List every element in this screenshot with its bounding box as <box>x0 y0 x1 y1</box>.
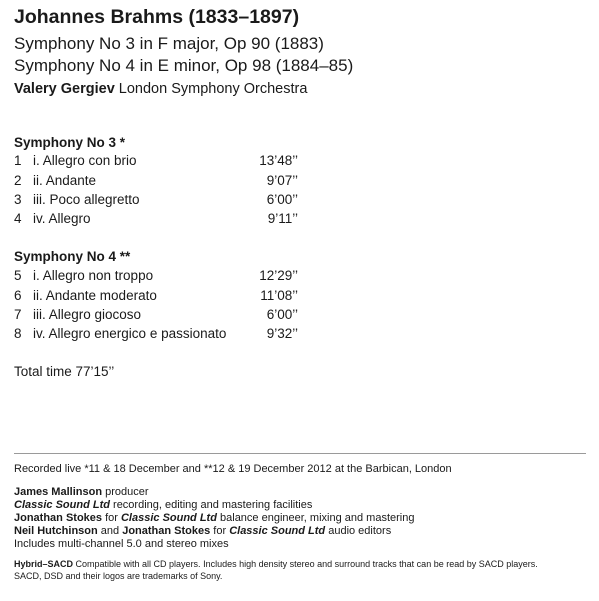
track-duration: 6’00’’ <box>266 307 298 322</box>
divider-rule <box>14 453 586 454</box>
track-title: iii. Poco allegretto <box>33 192 140 207</box>
track-number: 5 <box>14 268 22 283</box>
symphony-4-heading: Symphony No 4 ** <box>14 249 131 264</box>
track-title: ii. Andante moderato <box>33 288 157 303</box>
orchestra-name: London Symphony Orchestra <box>118 81 308 97</box>
work-title-symphony-4: Symphony No 4 in E minor, Op 98 (1884–85) <box>14 56 354 75</box>
credit-role: producer <box>102 486 149 498</box>
track-row <box>0 305 599 325</box>
track-title: iii. Allegro giocoso <box>33 307 142 322</box>
credit-name: Neil Hutchinson <box>14 525 98 537</box>
track-number: 3 <box>14 192 22 207</box>
credit-connector: and <box>97 525 123 537</box>
track-duration: 12’29’’ <box>259 268 298 283</box>
track-row <box>0 151 599 171</box>
credit-role: balance engineer, mixing and mastering <box>216 512 415 524</box>
track-number: 8 <box>14 326 22 341</box>
track-title: iv. Allegro energico e passionato <box>33 326 227 341</box>
track-duration: 9’07’’ <box>266 173 298 188</box>
credit-name: Jonathan Stokes <box>122 525 211 537</box>
credit-role: audio editors <box>325 525 392 537</box>
credit-connector: for <box>102 512 121 524</box>
sacd-label: Hybrid–SACD <box>14 559 74 569</box>
credit-producer <box>14 486 149 499</box>
sacd-text: Compatible with all CD players. Includes high density stereo and surround tracks that can be read by SACD players. <box>73 559 538 569</box>
track-number: 7 <box>14 307 22 322</box>
conductor-name: Valery Gergiev <box>14 81 115 97</box>
track-row <box>0 266 599 286</box>
credit-company: Classic Sound Ltd <box>14 499 110 511</box>
trademark-note: SACD, DSD and their logos are trademarks of Sony. <box>14 571 223 581</box>
track-row <box>0 209 599 229</box>
multichannel-note: Includes multi-channel 5.0 and stereo mixes <box>14 538 229 550</box>
symphony-3-heading: Symphony No 3 * <box>14 135 126 150</box>
credit-engineer <box>14 512 414 525</box>
credit-editors <box>14 525 391 538</box>
track-number: 6 <box>14 288 22 303</box>
track-number: 2 <box>14 173 22 188</box>
credit-company: Classic Sound Ltd <box>229 525 326 537</box>
total-time: Total time 77’15’’ <box>14 364 115 379</box>
credit-name: Jonathan Stokes <box>14 512 103 524</box>
recording-info: Recorded live *11 & 18 December and **12 & 19 December 2012 at the Barbican, London <box>14 463 452 475</box>
work-title-symphony-3: Symphony No 3 in F major, Op 90 (1883) <box>14 34 324 53</box>
track-duration: 11’08’’ <box>260 288 298 303</box>
track-number: 1 <box>14 153 22 168</box>
track-duration: 6’00’’ <box>266 192 298 207</box>
track-row <box>0 286 599 306</box>
track-row <box>0 324 599 344</box>
track-duration: 9’32’’ <box>266 326 298 341</box>
track-title: ii. Andante <box>33 173 97 188</box>
track-row <box>0 171 599 191</box>
credit-name: James Mallinson <box>14 486 103 498</box>
track-row <box>0 190 599 210</box>
credit-connector: for <box>210 525 230 537</box>
credit-facility <box>14 499 312 512</box>
track-number: 4 <box>14 211 22 226</box>
sacd-note <box>14 559 538 571</box>
track-title: i. Allegro non troppo <box>33 268 154 283</box>
credit-role: recording, editing and mastering facilities <box>109 499 313 511</box>
track-duration: 13’48’’ <box>259 153 298 168</box>
composer-heading: Johannes Brahms (1833–1897) <box>14 6 300 28</box>
performers-line <box>14 79 307 99</box>
track-duration: 9’11’’ <box>267 211 298 226</box>
credit-company: Classic Sound Ltd <box>120 512 217 524</box>
track-title: iv. Allegro <box>33 211 91 226</box>
track-title: i. Allegro con brio <box>33 153 137 168</box>
